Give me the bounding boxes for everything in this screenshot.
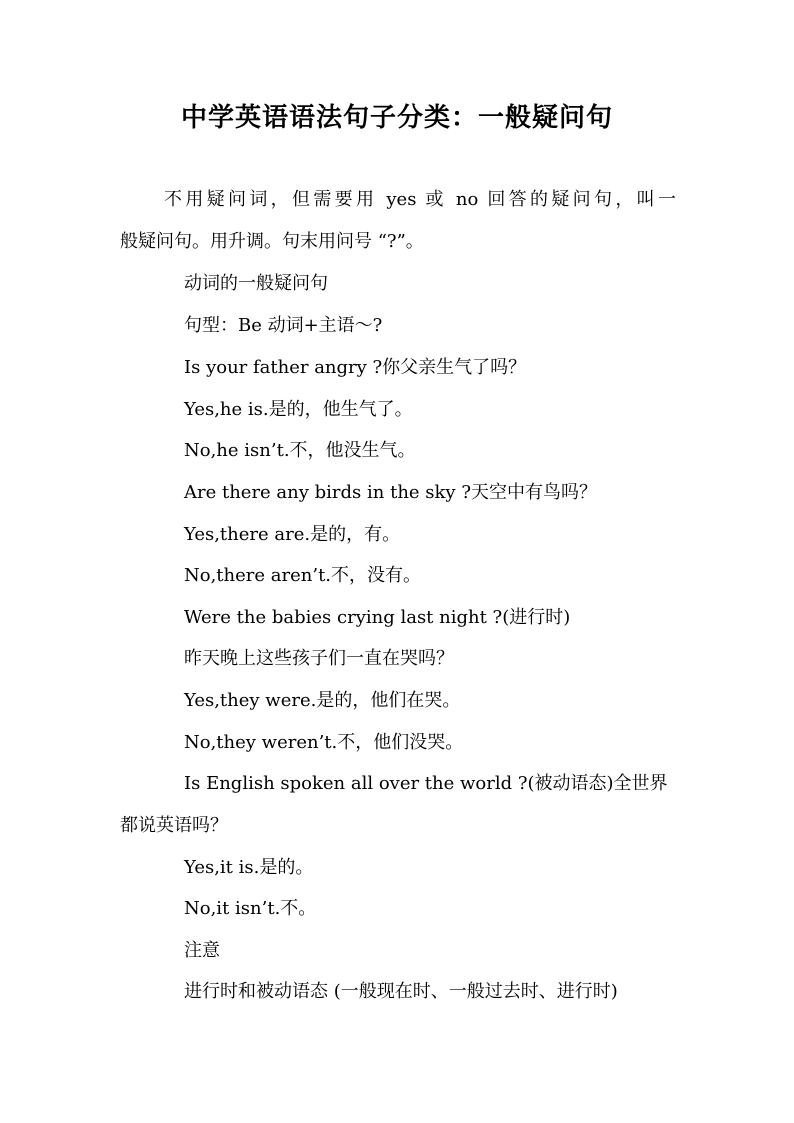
text-line: Is your father angry ?你父亲生气了吗？	[184, 357, 527, 378]
text-line: Are there any birds in the sky ?天空中有鸟吗？	[184, 482, 597, 503]
text-line: Yes,it is.是的。	[184, 857, 314, 878]
note-heading: 注意	[184, 940, 220, 961]
intro-line-1: 不用疑问词，但需要用 yes 或 no 回答的疑问句，叫一	[164, 189, 676, 210]
text-line: No,there aren’t.不，没有。	[184, 565, 422, 586]
text-line: No,they weren’t.不，他们没哭。	[184, 732, 464, 753]
text-line: No,it isn’t.不。	[184, 898, 317, 919]
text-line: Were the babies crying last night ?(进行时)	[184, 607, 571, 628]
page-title: 中学英语语法句子分类：一般疑问句	[180, 103, 613, 133]
text-line: Yes,he is.是的，他生气了。	[184, 399, 413, 420]
text-line: 进行时和被动语态 (一般现在时、一般过去时、进行时)	[184, 981, 618, 1002]
english-line-2: 都说英语吗？	[120, 815, 228, 836]
text-line: No,he isn’t.不，他没生气。	[184, 440, 416, 461]
text-line: Yes,they were.是的，他们在哭。	[184, 690, 461, 711]
text-line: 昨天晚上这些孩子们一直在哭吗？	[184, 648, 454, 669]
text-line: 动词的一般疑问句	[184, 273, 328, 294]
english-line-1: Is English spoken all over the world ?(被动语态)全世界	[184, 773, 668, 794]
text-line: 句型：Be 动词+主语～?	[184, 315, 383, 336]
intro-line-2: 般疑问句。用升调。句末用问号 “?”。	[120, 231, 424, 252]
text-line: Yes,there are.是的，有。	[184, 524, 401, 545]
